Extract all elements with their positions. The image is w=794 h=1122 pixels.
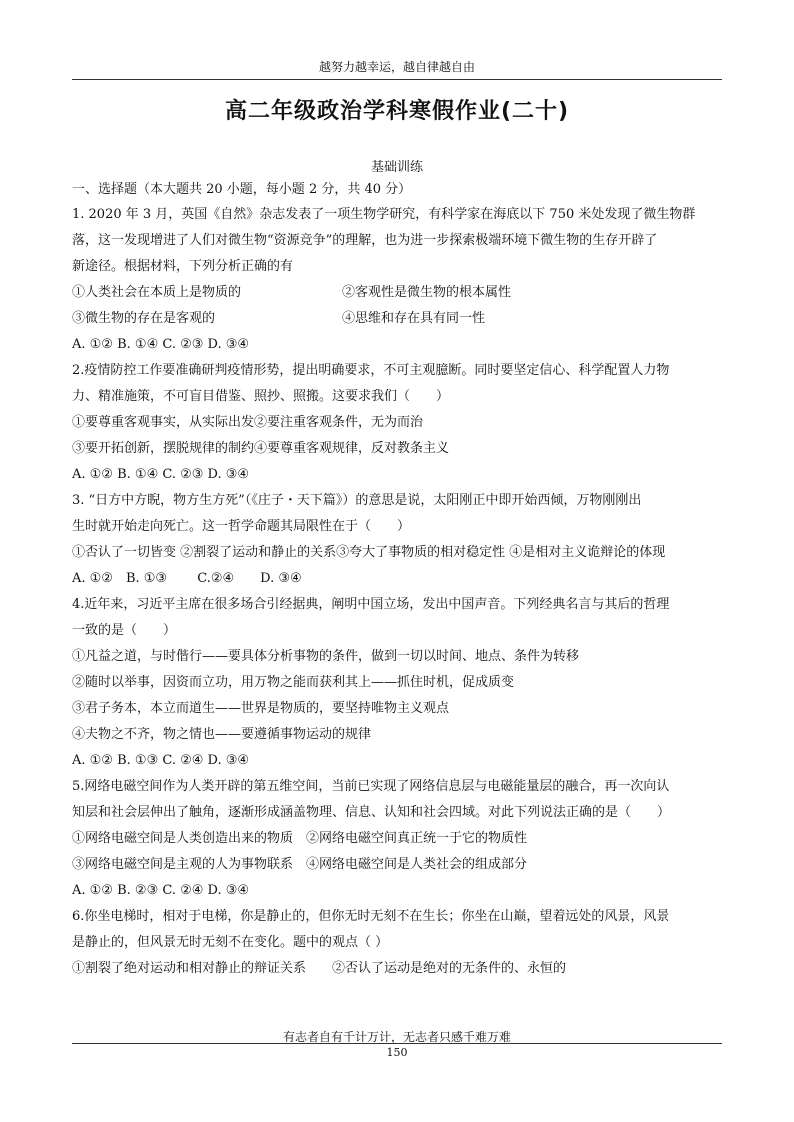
question-text-line: 新途径。根据材料，下列分析正确的有 [72, 259, 294, 274]
section-title: 基础训练 [370, 160, 423, 175]
question-2 [72, 358, 722, 488]
question-text-line: 6.你坐电梯时，相对于电梯，你是静止的，但你无时无刻不在生长；你坐在山巅，望着远处的风景，风景 [72, 909, 670, 924]
question-text-line: ③网络电磁空间是主观的人为事物联系 ④网络电磁空间是人类社会的组成部分 [72, 857, 528, 872]
page-number: 150 [386, 1046, 408, 1059]
question-text-line: 3. “日方中方睨，物方生方死”（《庄子・天下篇》）的意思是说，太阳刚正中即开始西倾，万物刚刚出 [72, 493, 642, 508]
question-3 [72, 488, 722, 592]
option-statement: ③微生物的存在是客观的 [72, 311, 216, 326]
question-text-line: 一致的是（ ） [72, 623, 177, 638]
question-text-line: 知层和社会层伸出了触角，逐渐形成涵盖物理、信息、认知和社会四域。对此下列说法正确的是（ ） [72, 805, 671, 820]
question-text-line: ②随时以举事，因资而立功，用万物之能而获利其上——抓住时机，促成质变 [72, 675, 515, 690]
footer-divider [72, 1043, 722, 1044]
page-title: 高二年级政治学科寒假作业(二十) [224, 99, 570, 124]
question-text-line: ④夫物之不齐，物之情也——要遵循事物运动的规律 [72, 727, 372, 742]
question-text-line: 1. 2020 年 3 月，英国《自然》杂志发表了一项生物学研究，有科学家在海底以下 750 米处发现了微生物群 [72, 207, 696, 222]
answer-choices: A. ①② B. ①④ C. ②③ D. ③④ [72, 467, 250, 482]
option-row [72, 306, 722, 332]
part-heading: 一、选择题（本大题共 20 小题，每小题 2 分，共 40 分） [72, 182, 412, 197]
option-statement: ④思维和存在具有同一性 [342, 311, 486, 326]
question-5 [72, 774, 722, 904]
question-text-line: ①割裂了绝对运动和相对静止的辩证关系 ②否认了运动是绝对的无条件的、永恒的 [72, 961, 567, 976]
answer-choices: A. ①② B. ①③ C. ②④ D. ③④ [72, 753, 250, 768]
document-body [72, 158, 722, 982]
question-text-line: 5.网络电磁空间作为人类开辟的第五维空间，当前已实现了网络信息层与电磁能量层的融合，再一次向认 [72, 779, 670, 794]
question-text-line: ③君子务本，本立而道生——世界是物质的，要坚持唯物主义观点 [72, 701, 450, 716]
question-text-line: ①网络电磁空间是人类创造出来的物质 ②网络电磁空间真正统一于它的物质性 [72, 831, 528, 846]
answer-choices: A. ①② B. ①④ C. ②③ D. ③④ [72, 337, 250, 352]
question-1 [72, 202, 722, 358]
question-text-line: 力、精准施策，不可盲目借鉴、照抄、照搬。这要求我们（ ） [72, 389, 450, 404]
question-text-line: ①否认了一切皆变 ②割裂了运动和静止的关系③夸大了事物质的相对稳定性 ④是相对主义诡辩论的体现 [72, 545, 666, 560]
answer-choices: A. ①② B. ①③ C.②④ D. ③④ [72, 571, 302, 586]
question-text-line: ③要开拓创新，摆脱规律的制约④要尊重客观规律，反对教条主义 [72, 441, 450, 456]
question-text-line: ①要尊重客观事实，从实际出发②要注重客观条件，无为而治 [72, 415, 424, 430]
option-statement: ①人类社会在本质上是物质的 [72, 285, 242, 300]
question-4 [72, 592, 722, 774]
question-text-line: 2.疫情防控工作要准确研判疫情形势，提出明确要求，不可主观臆断。同时要坚定信心、科学配置人力物 [72, 363, 670, 378]
footer-motto: 有志者自有千计万计，无志者只感千难万难 [282, 1030, 511, 1044]
question-text-line: ①凡益之道，与时偕行——要具体分析事物的条件，做到一切以时间、地点、条件为转移 [72, 649, 580, 664]
header-divider [72, 79, 722, 80]
option-row [72, 280, 722, 306]
answer-choices: A. ①② B. ②③ C. ②④ D. ③④ [72, 883, 250, 898]
question-text-line: 4.近年来，习近平主席在很多场合引经据典，阐明中国立场，发出中国声音。下列经典名言与其后的哲理 [72, 597, 670, 612]
header-motto: 越努力越幸运，越自律越自由 [318, 60, 475, 74]
option-statement: ②客观性是微生物的根本属性 [342, 285, 512, 300]
question-6 [72, 904, 722, 982]
question-text-line: 生时就开始走向死亡。这一哲学命题其局限性在于（ ） [72, 519, 411, 534]
question-text-line: 落，这一发现增进了人们对微生物“资源竞争”的理解，也为进一步探索极端环境下微生物的生存开辟了 [72, 233, 658, 248]
question-text-line: 是静止的，但风景无时无刻不在变化。题中的观点（ ） [72, 935, 389, 950]
